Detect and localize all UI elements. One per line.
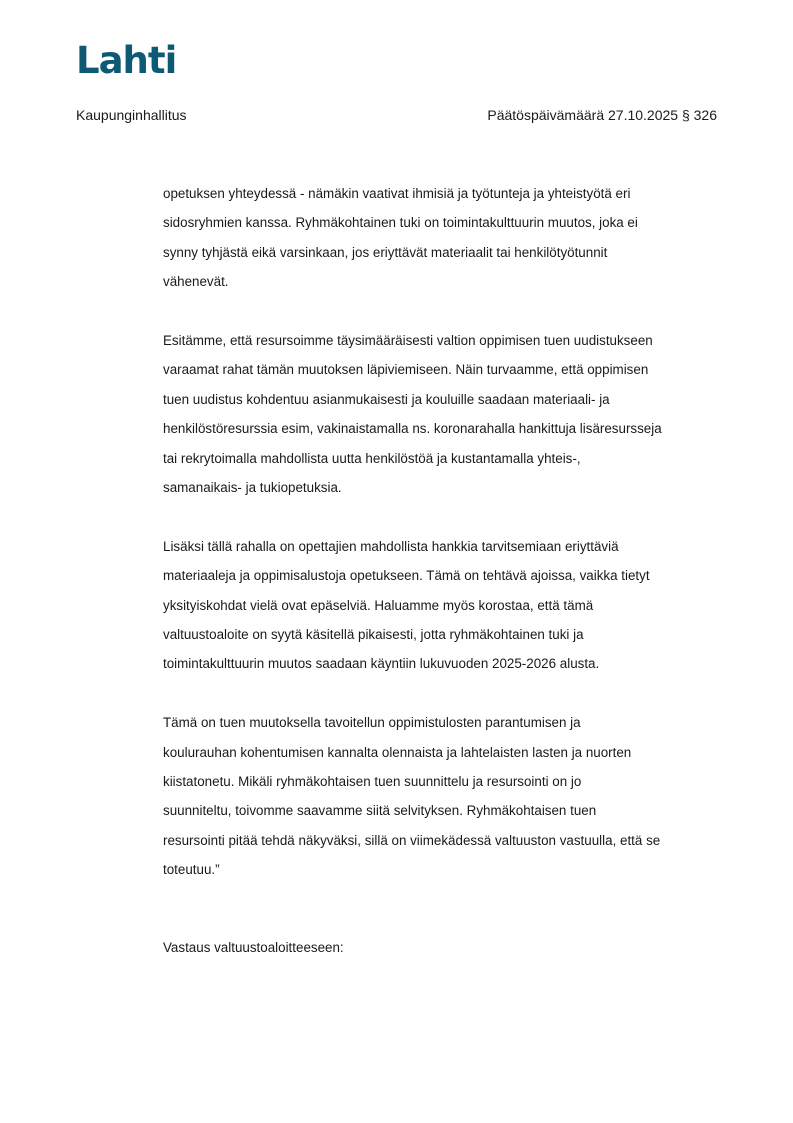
text-line: kiistatonetu. Mikäli ryhmäkohtaisen tuen suunnittelu ja resursointi on jo — [163, 774, 582, 790]
decision-date: Päätöspäivämäärä 27.10.2025 § 326 — [487, 107, 717, 123]
paragraph-4 — [163, 708, 723, 884]
text-line: yksityiskohdat vielä ovat epäselviä. Haluamme myös korostaa, että tämä — [163, 597, 594, 613]
document-body — [163, 179, 723, 914]
text-line: toimintakulttuurin muutos saadaan käyntiin lukuvuoden 2025-2026 alusta. — [163, 656, 600, 672]
text-line: henkilöstöresurssia esim, vakinaistamalla ns. koronarahalla hankittuja lisäresursseja — [163, 421, 662, 437]
text-line: sidosryhmien kanssa. Ryhmäkohtainen tuki on toimintakulttuurin muutos, joka ei — [163, 215, 638, 231]
paragraph-2 — [163, 326, 723, 502]
text-line: tuen uudistus kohdentuu asianmukaisesti ja kouluille saadaan materiaali- ja — [163, 391, 610, 407]
text-line: materiaaleja ja oppimisalustoja opetukseen. Tämä on tehtävä ajoissa, vaikka tietyt — [163, 568, 650, 584]
organization-name: Kaupunginhallitus — [76, 107, 187, 123]
text-line: synny tyhjästä eikä varsinkaan, jos eriyttävät materiaalit tai henkilötyötunnit — [163, 244, 608, 260]
text-line: resursointi pitää tehdä näkyväksi, sillä on viimekädessä valtuuston vastuulla, että se — [163, 832, 661, 848]
text-line: koulurauhan kohentumisen kannalta olennaista ja lahtelaisten lasten ja nuorten — [163, 744, 632, 760]
text-line: Esitämme, että resursoimme täysimääräisesti valtion oppimisen tuen uudistukseen — [163, 333, 653, 349]
paragraph-3 — [163, 532, 723, 679]
response-heading: Vastaus valtuustoaloitteeseen: — [163, 940, 344, 955]
text-line: suunniteltu, toivomme saavamme siitä selvityksen. Ryhmäkohtaisen tuen — [163, 803, 597, 819]
lahti-logo: Lahti — [76, 39, 177, 82]
text-line: valtuustoaloite on syytä käsitellä pikaisesti, jotta ryhmäkohtainen tuki ja — [163, 627, 584, 643]
text-line: opetuksen yhteydessä - nämäkin vaativat ihmisiä ja työtunteja ja yhteistyötä eri — [163, 186, 631, 201]
paragraph-1 — [163, 179, 723, 297]
text-line: varaamat rahat tämän muutoksen läpiviemiseen. Näin turvaamme, että oppimisen — [163, 362, 649, 378]
text-line: Tämä on tuen muutoksella tavoitellun oppimistulosten parantumisen ja — [163, 715, 581, 731]
text-line: vähenevät. — [163, 274, 229, 290]
text-line: toteutuu.” — [163, 862, 220, 878]
text-line: tai rekrytoimalla mahdollista uutta henkilöstöä ja kustantamalla yhteis-, — [163, 450, 581, 466]
text-line: Lisäksi tällä rahalla on opettajien mahdollista hankkia tarvitsemiaan eriyttäviä — [163, 538, 619, 554]
text-line: samanaikais- ja tukiopetuksia. — [163, 480, 342, 496]
